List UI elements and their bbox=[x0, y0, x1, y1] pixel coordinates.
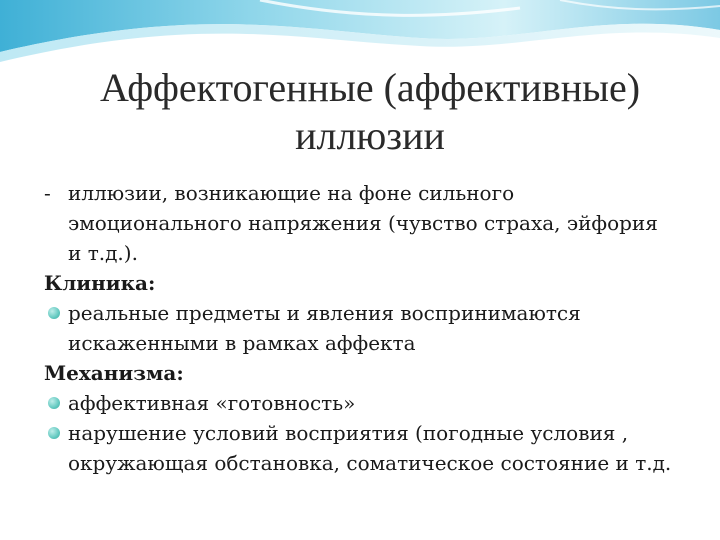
definition-line-2: эмоционального напряжения (чувство страха, эйфория bbox=[68, 211, 658, 235]
bullet-icon bbox=[48, 397, 60, 409]
mechanism-item-2-line-2: окружающая обстановка, соматическое состояние и т.д. bbox=[68, 451, 672, 475]
clinic-item-line-1: реальные предметы и явления воспринимаются bbox=[68, 301, 581, 325]
mechanism-item-1-line-1: аффективная «готовность» bbox=[68, 391, 356, 415]
slide-title-line-1: Аффектогенные (аффективные) bbox=[99, 65, 641, 110]
bullet-icon bbox=[48, 427, 60, 439]
clinic-heading: Клиника: bbox=[44, 271, 156, 295]
mechanism-item-2-line-1: нарушение условий восприятия (погодные условия , bbox=[68, 421, 629, 445]
definition-line-3: и т.д.). bbox=[68, 241, 138, 265]
slide-title bbox=[40, 64, 700, 160]
definition-paragraph bbox=[44, 178, 704, 268]
mechanism-list-item bbox=[44, 418, 704, 478]
definition-dash: - bbox=[44, 181, 51, 205]
slide-title-line-2: иллюзии bbox=[295, 113, 445, 158]
mechanism-heading: Механизма: bbox=[44, 361, 184, 385]
clinic-item-line-2: искаженными в рамках аффекта bbox=[68, 331, 416, 355]
slide-content bbox=[44, 178, 704, 478]
bullet-icon bbox=[48, 307, 60, 319]
definition-line-1: иллюзии, возникающие на фоне сильного bbox=[68, 181, 515, 205]
mechanism-list-item bbox=[44, 388, 704, 418]
clinic-list-item bbox=[44, 298, 704, 358]
